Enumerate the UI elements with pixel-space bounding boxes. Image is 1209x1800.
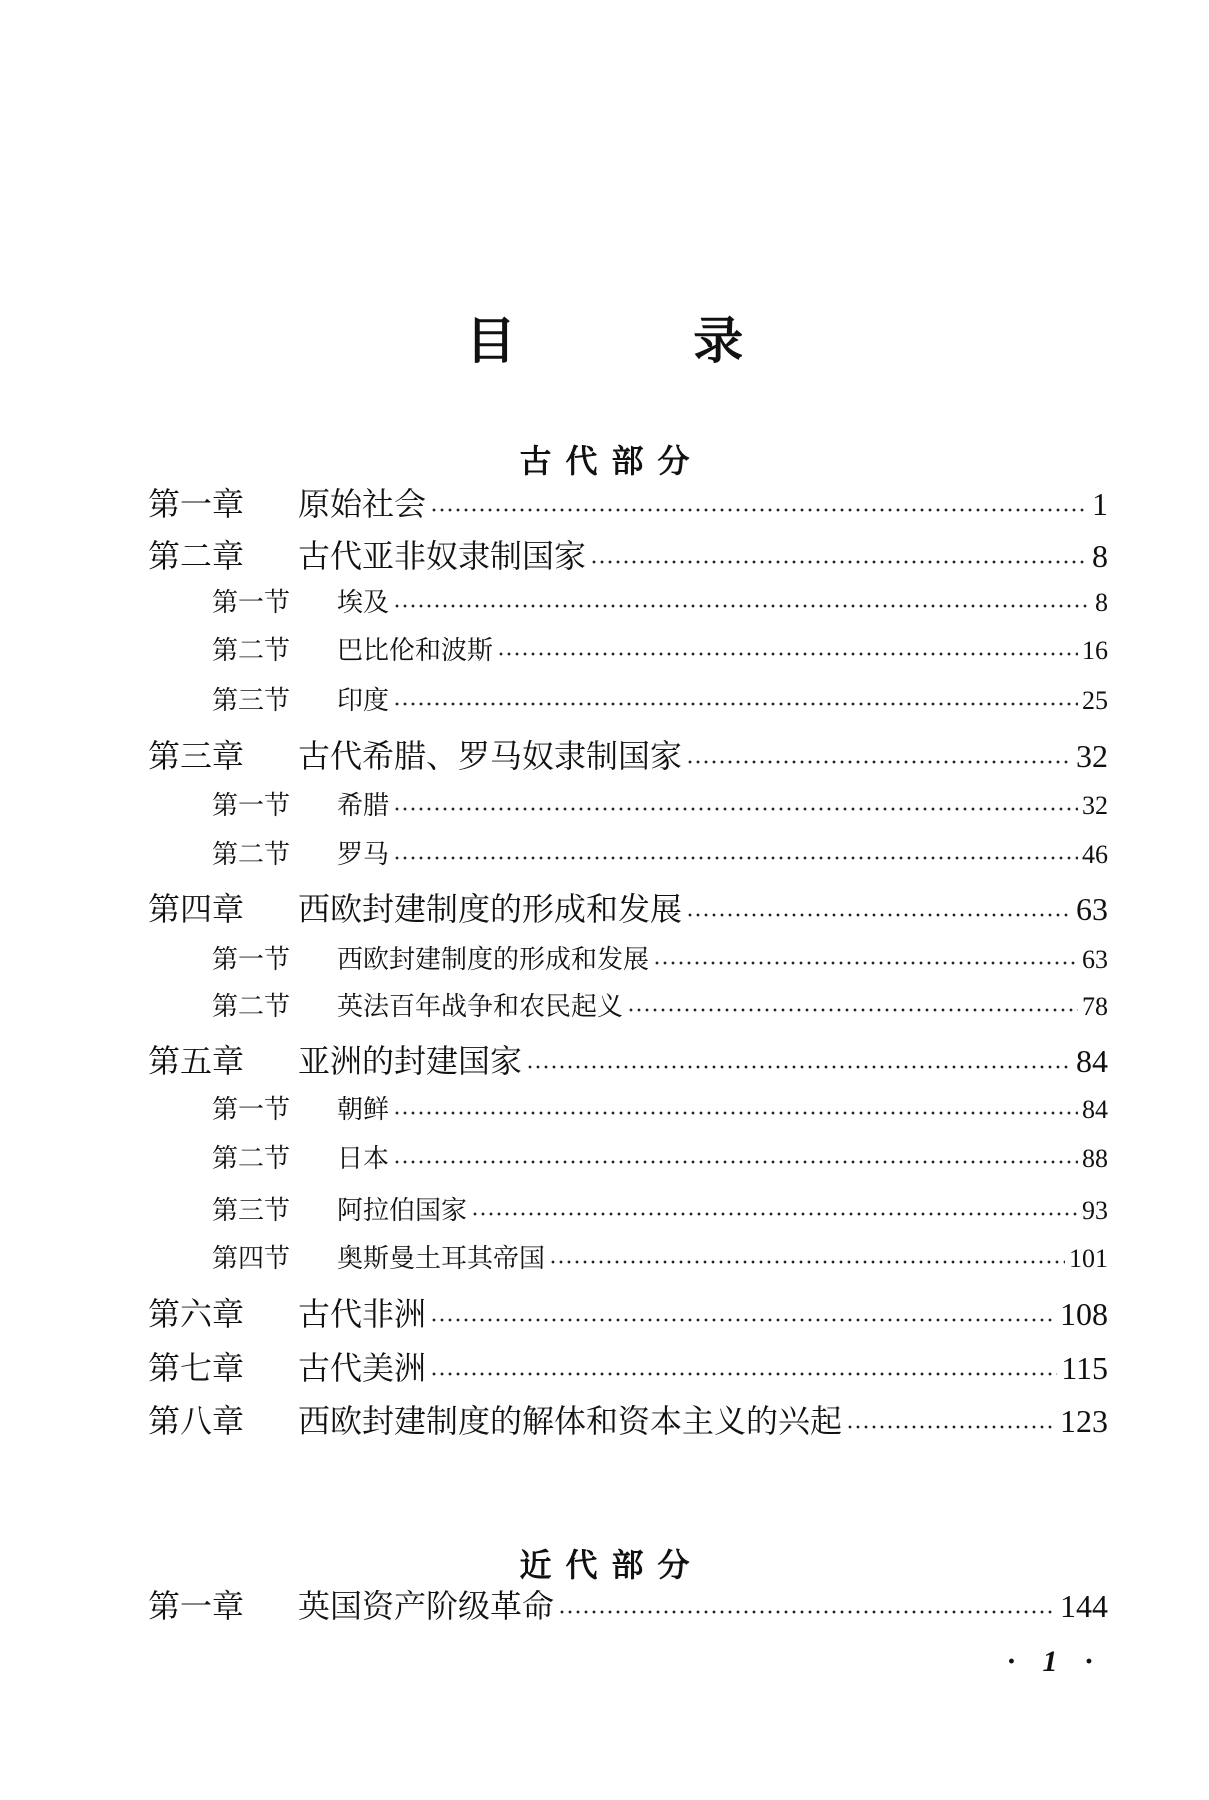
entry-page-number: 101 bbox=[1069, 1244, 1108, 1273]
dot-leader bbox=[393, 701, 1078, 707]
entry-page-number: 123 bbox=[1060, 1403, 1108, 1439]
dot-leader bbox=[686, 912, 1072, 918]
toc-entry-section bbox=[212, 638, 1108, 664]
entry-title: 奥斯曼土耳其帝国 bbox=[337, 1244, 546, 1274]
part-heading-ancient: 古代部分 bbox=[519, 441, 704, 480]
entry-number: 第三节 bbox=[212, 686, 291, 716]
entry-page-number: 108 bbox=[1060, 1296, 1108, 1332]
toc-entry-section bbox=[212, 1198, 1108, 1224]
entry-number: 第一章 bbox=[148, 485, 245, 523]
toc-entry-section bbox=[212, 947, 1108, 973]
entry-number: 第八章 bbox=[148, 1402, 245, 1440]
entry-page-number: 8 bbox=[1095, 588, 1108, 617]
toc-entry-chapter bbox=[148, 737, 1108, 775]
entry-title: 古代非洲 bbox=[298, 1295, 427, 1333]
toc-entry-section bbox=[212, 1246, 1108, 1272]
toc-entry-chapter bbox=[148, 1295, 1108, 1333]
entry-title: 印度 bbox=[337, 686, 390, 716]
entry-number: 第二节 bbox=[212, 636, 291, 666]
entry-page-number: 1 bbox=[1092, 486, 1108, 522]
entry-number: 第七章 bbox=[148, 1349, 245, 1387]
toc-entry-chapter bbox=[148, 1402, 1108, 1440]
toc-entry-chapter bbox=[148, 1042, 1108, 1080]
entry-title: 西欧封建制度的解体和资本主义的兴起 bbox=[298, 1402, 843, 1440]
dot-leader bbox=[430, 507, 1088, 513]
entry-number: 第四章 bbox=[148, 890, 245, 928]
page-title: 目 录 bbox=[465, 311, 824, 370]
entry-title: 原始社会 bbox=[298, 485, 427, 523]
entry-number: 第一章 bbox=[148, 1587, 245, 1625]
entry-page-number: 32 bbox=[1076, 738, 1108, 774]
dot-leader bbox=[558, 1609, 1056, 1615]
dot-leader bbox=[846, 1424, 1056, 1430]
entry-title: 古代美洲 bbox=[298, 1349, 427, 1387]
toc-entry-section bbox=[212, 793, 1108, 819]
entry-page-number: 144 bbox=[1060, 1588, 1108, 1624]
entry-number: 第一节 bbox=[212, 588, 291, 618]
entry-number: 第五章 bbox=[148, 1042, 245, 1080]
dot-leader bbox=[653, 960, 1078, 966]
dot-leader bbox=[430, 1371, 1057, 1377]
entry-page-number: 63 bbox=[1076, 891, 1108, 927]
dot-leader bbox=[497, 651, 1078, 657]
entry-page-number: 32 bbox=[1082, 791, 1108, 820]
entry-number: 第四节 bbox=[212, 1244, 291, 1274]
entry-page-number: 16 bbox=[1082, 636, 1108, 665]
entry-title: 罗马 bbox=[337, 840, 390, 870]
entry-title: 古代希腊、罗马奴隶制国家 bbox=[298, 737, 683, 775]
entry-title: 埃及 bbox=[337, 588, 390, 618]
entry-title: 阿拉伯国家 bbox=[337, 1196, 468, 1226]
dot-leader bbox=[393, 1159, 1078, 1165]
toc-entry-chapter bbox=[148, 1587, 1108, 1625]
entry-page-number: 63 bbox=[1082, 945, 1108, 974]
dot-leader bbox=[430, 1317, 1056, 1323]
dot-leader bbox=[471, 1211, 1078, 1217]
entry-page-number: 93 bbox=[1082, 1196, 1108, 1225]
entry-title: 英法百年战争和农民起义 bbox=[337, 992, 624, 1022]
toc-entry-chapter bbox=[148, 537, 1108, 575]
toc-entry-chapter bbox=[148, 485, 1108, 523]
toc-entry-chapter bbox=[148, 1349, 1108, 1387]
entry-title: 希腊 bbox=[337, 791, 390, 821]
entry-page-number: 46 bbox=[1082, 840, 1108, 869]
dot-leader bbox=[393, 806, 1078, 812]
entry-page-number: 115 bbox=[1061, 1350, 1108, 1386]
entry-number: 第三节 bbox=[212, 1196, 291, 1226]
entry-number: 第三章 bbox=[148, 737, 245, 775]
dot-leader bbox=[590, 559, 1088, 565]
toc-entry-section bbox=[212, 1146, 1108, 1172]
entry-number: 第六章 bbox=[148, 1295, 245, 1333]
entry-page-number: 84 bbox=[1076, 1043, 1108, 1079]
dot-leader bbox=[686, 759, 1072, 765]
toc-entry-section bbox=[212, 590, 1108, 616]
dot-leader bbox=[393, 855, 1078, 861]
footer-page-number: · 1 · bbox=[1007, 1645, 1103, 1678]
toc-entry-section bbox=[212, 1097, 1108, 1123]
entry-title: 西欧封建制度的形成和发展 bbox=[298, 890, 683, 928]
entry-number: 第一节 bbox=[212, 1095, 291, 1125]
entry-number: 第一节 bbox=[212, 945, 291, 975]
entry-page-number: 88 bbox=[1082, 1144, 1108, 1173]
entry-title: 英国资产阶级革命 bbox=[298, 1587, 555, 1625]
entry-number: 第二节 bbox=[212, 840, 291, 870]
part-heading-modern: 近代部分 bbox=[519, 1545, 704, 1584]
entry-title: 亚洲的封建国家 bbox=[298, 1042, 523, 1080]
entry-page-number: 84 bbox=[1082, 1095, 1108, 1124]
dot-leader bbox=[393, 1110, 1078, 1116]
entry-page-number: 8 bbox=[1092, 538, 1108, 574]
entry-title: 日本 bbox=[337, 1144, 390, 1174]
dot-leader bbox=[549, 1259, 1065, 1265]
toc-entry-chapter bbox=[148, 890, 1108, 928]
entry-title: 古代亚非奴隶制国家 bbox=[298, 537, 587, 575]
dot-leader bbox=[627, 1007, 1078, 1013]
toc-entry-section bbox=[212, 842, 1108, 868]
toc-entry-section bbox=[212, 688, 1108, 714]
entry-title: 朝鲜 bbox=[337, 1095, 390, 1125]
entry-title: 巴比伦和波斯 bbox=[337, 636, 494, 666]
entry-page-number: 25 bbox=[1082, 686, 1108, 715]
entry-number: 第一节 bbox=[212, 791, 291, 821]
entry-number: 第二章 bbox=[148, 537, 245, 575]
entry-page-number: 78 bbox=[1082, 992, 1108, 1021]
toc-entry-section bbox=[212, 994, 1108, 1020]
entry-number: 第二节 bbox=[212, 1144, 291, 1174]
entry-title: 西欧封建制度的形成和发展 bbox=[337, 945, 650, 975]
entry-number: 第二节 bbox=[212, 992, 291, 1022]
dot-leader bbox=[393, 603, 1091, 609]
dot-leader bbox=[526, 1064, 1072, 1070]
